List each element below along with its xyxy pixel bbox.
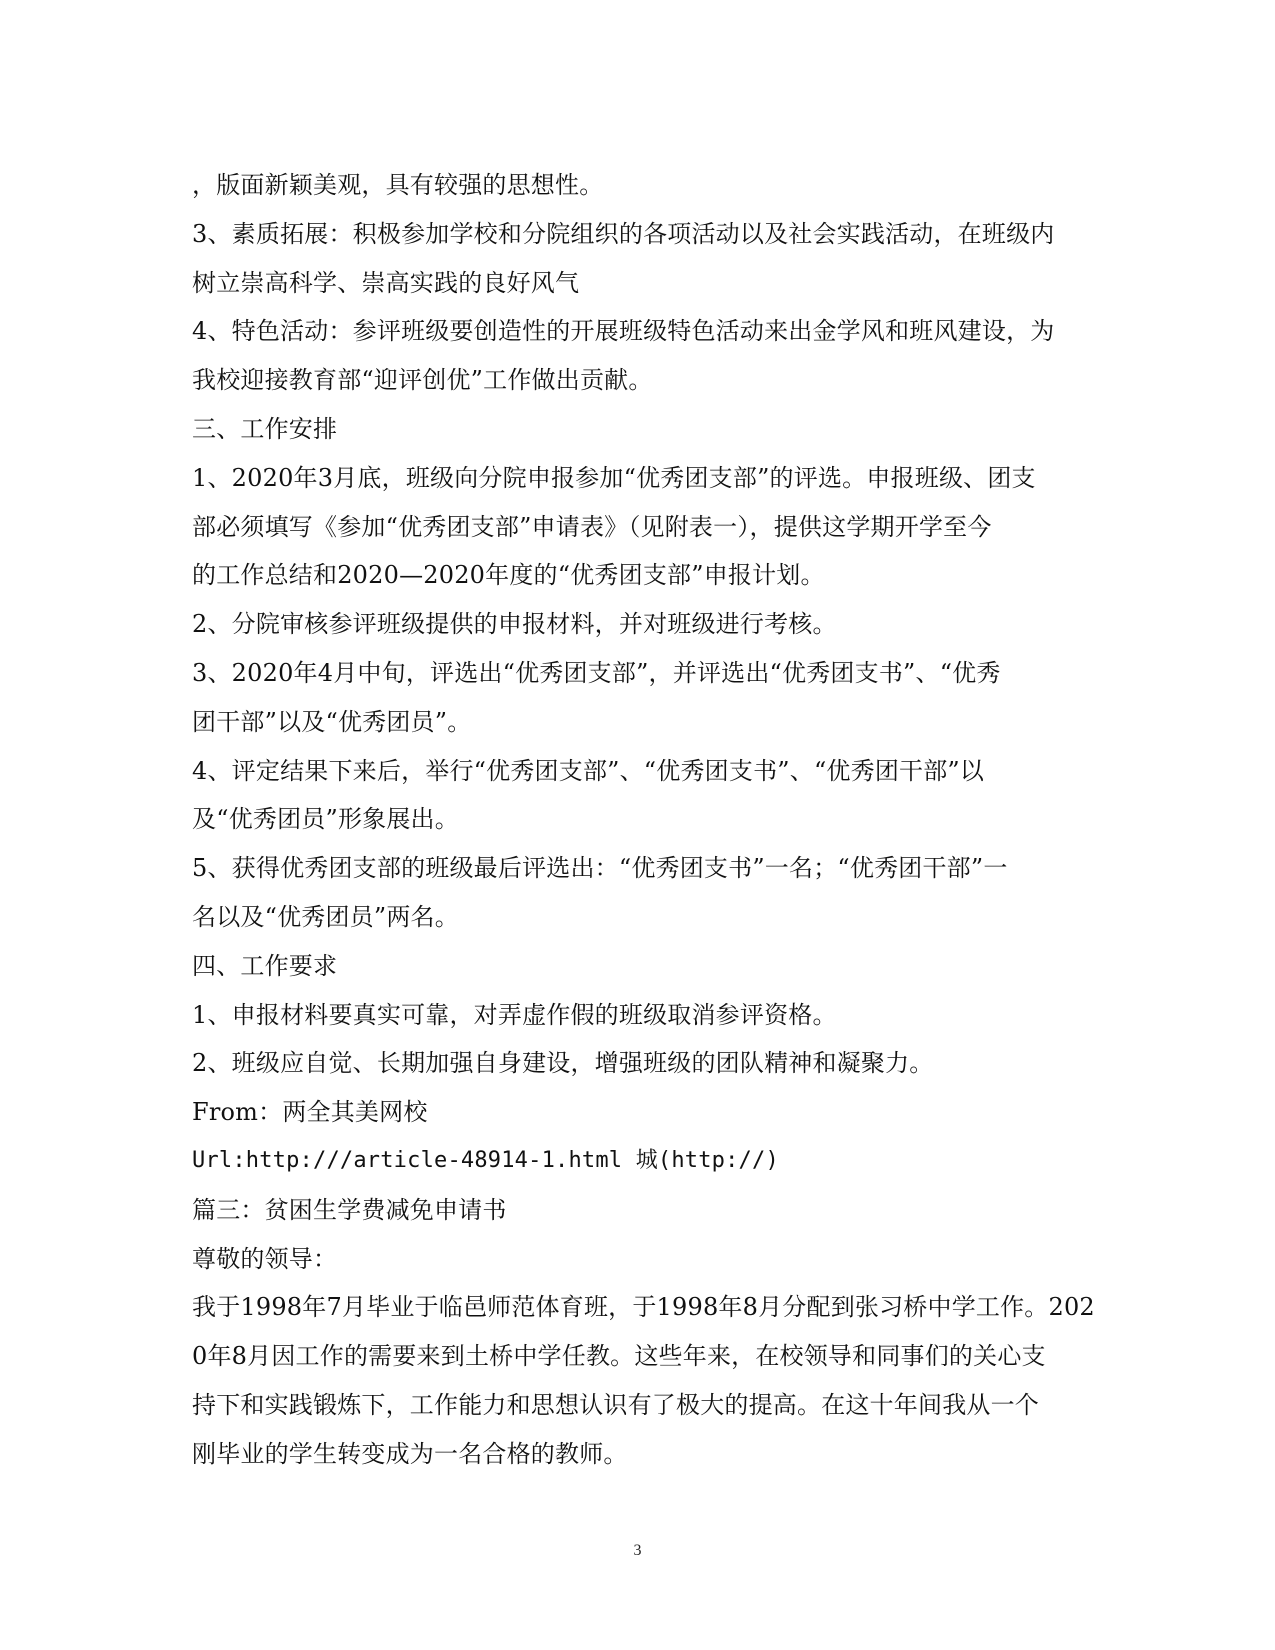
text-line: 我于1998年7月毕业于临邑师范体育班，于1998年8月分配到张习桥中学工作。202: [192, 1293, 1095, 1322]
text-line: 部必须填写《参加“优秀团支部”申请表》（见附表一），提供这学期开学至今: [192, 512, 992, 541]
text-line: 1、申报材料要真实可靠，对弄虚作假的班级取消参评资格。: [192, 1000, 837, 1029]
text-line: 名以及“优秀团员”两名。: [192, 902, 459, 931]
section-heading: 四、工作要求: [192, 951, 338, 980]
text-line: 刚毕业的学生转变成为一名合格的教师。: [192, 1439, 628, 1468]
text-line: 及“优秀团员”形象展出。: [192, 805, 459, 834]
text-line: 3、素质拓展：积极参加学校和分院组织的各项活动以及社会实践活动，在班级内: [192, 219, 1055, 248]
text-line: 团干部”以及“优秀团员”。: [192, 707, 472, 736]
text-line: 5、获得优秀团支部的班级最后评选出：“优秀团支书”一名；“优秀团干部”一: [192, 854, 1008, 883]
text-line: 0年8月因工作的需要来到土桥中学任教。这些年来，在校领导和同事们的关心支: [192, 1342, 1046, 1371]
text-line: 2、班级应自觉、长期加强自身建设，增强班级的团队精神和凝聚力。: [192, 1049, 934, 1078]
text-line: 1、2020年3月底，班级向分院申报参加“优秀团支部”的评选。申报班级、团支: [192, 463, 1036, 492]
text-line: 树立崇高科学、崇高实践的良好风气: [192, 268, 580, 297]
text-line: 4、评定结果下来后，举行“优秀团支部”、“优秀团支书”、“优秀团干部”以: [192, 756, 985, 785]
section-heading: 三、工作安排: [192, 414, 338, 443]
salutation: 尊敬的领导：: [192, 1244, 338, 1273]
document-body: [192, 161, 1095, 1479]
source-line: From：两全其美网校: [192, 1098, 428, 1127]
text-line: ，版面新颖美观，具有较强的思想性。: [192, 171, 604, 199]
url-line: Url:http:///article-48914-1.html 城(http://): [192, 1147, 779, 1173]
page-number: 3: [633, 1542, 642, 1559]
chapter-title: 篇三：贫困生学费减免申请书: [192, 1195, 507, 1224]
text-line: 2、分院审核参评班级提供的申报材料，并对班级进行考核。: [192, 610, 837, 639]
text-line: 的工作总结和2020—2020年度的“优秀团支部”申报计划。: [192, 561, 825, 590]
text-line: 3、2020年4月中旬，评选出“优秀团支部”，并评选出“优秀团支书”、“优秀: [192, 658, 1001, 687]
text-line: 持下和实践锻炼下，工作能力和思想认识有了极大的提高。在这十年间我从一个: [192, 1390, 1039, 1419]
text-line: 4、特色活动：参评班级要创造性的开展班级特色活动来出金学风和班风建设，为: [192, 317, 1055, 346]
text-line: 我校迎接教育部“迎评创优”工作做出贡献。: [192, 366, 653, 395]
